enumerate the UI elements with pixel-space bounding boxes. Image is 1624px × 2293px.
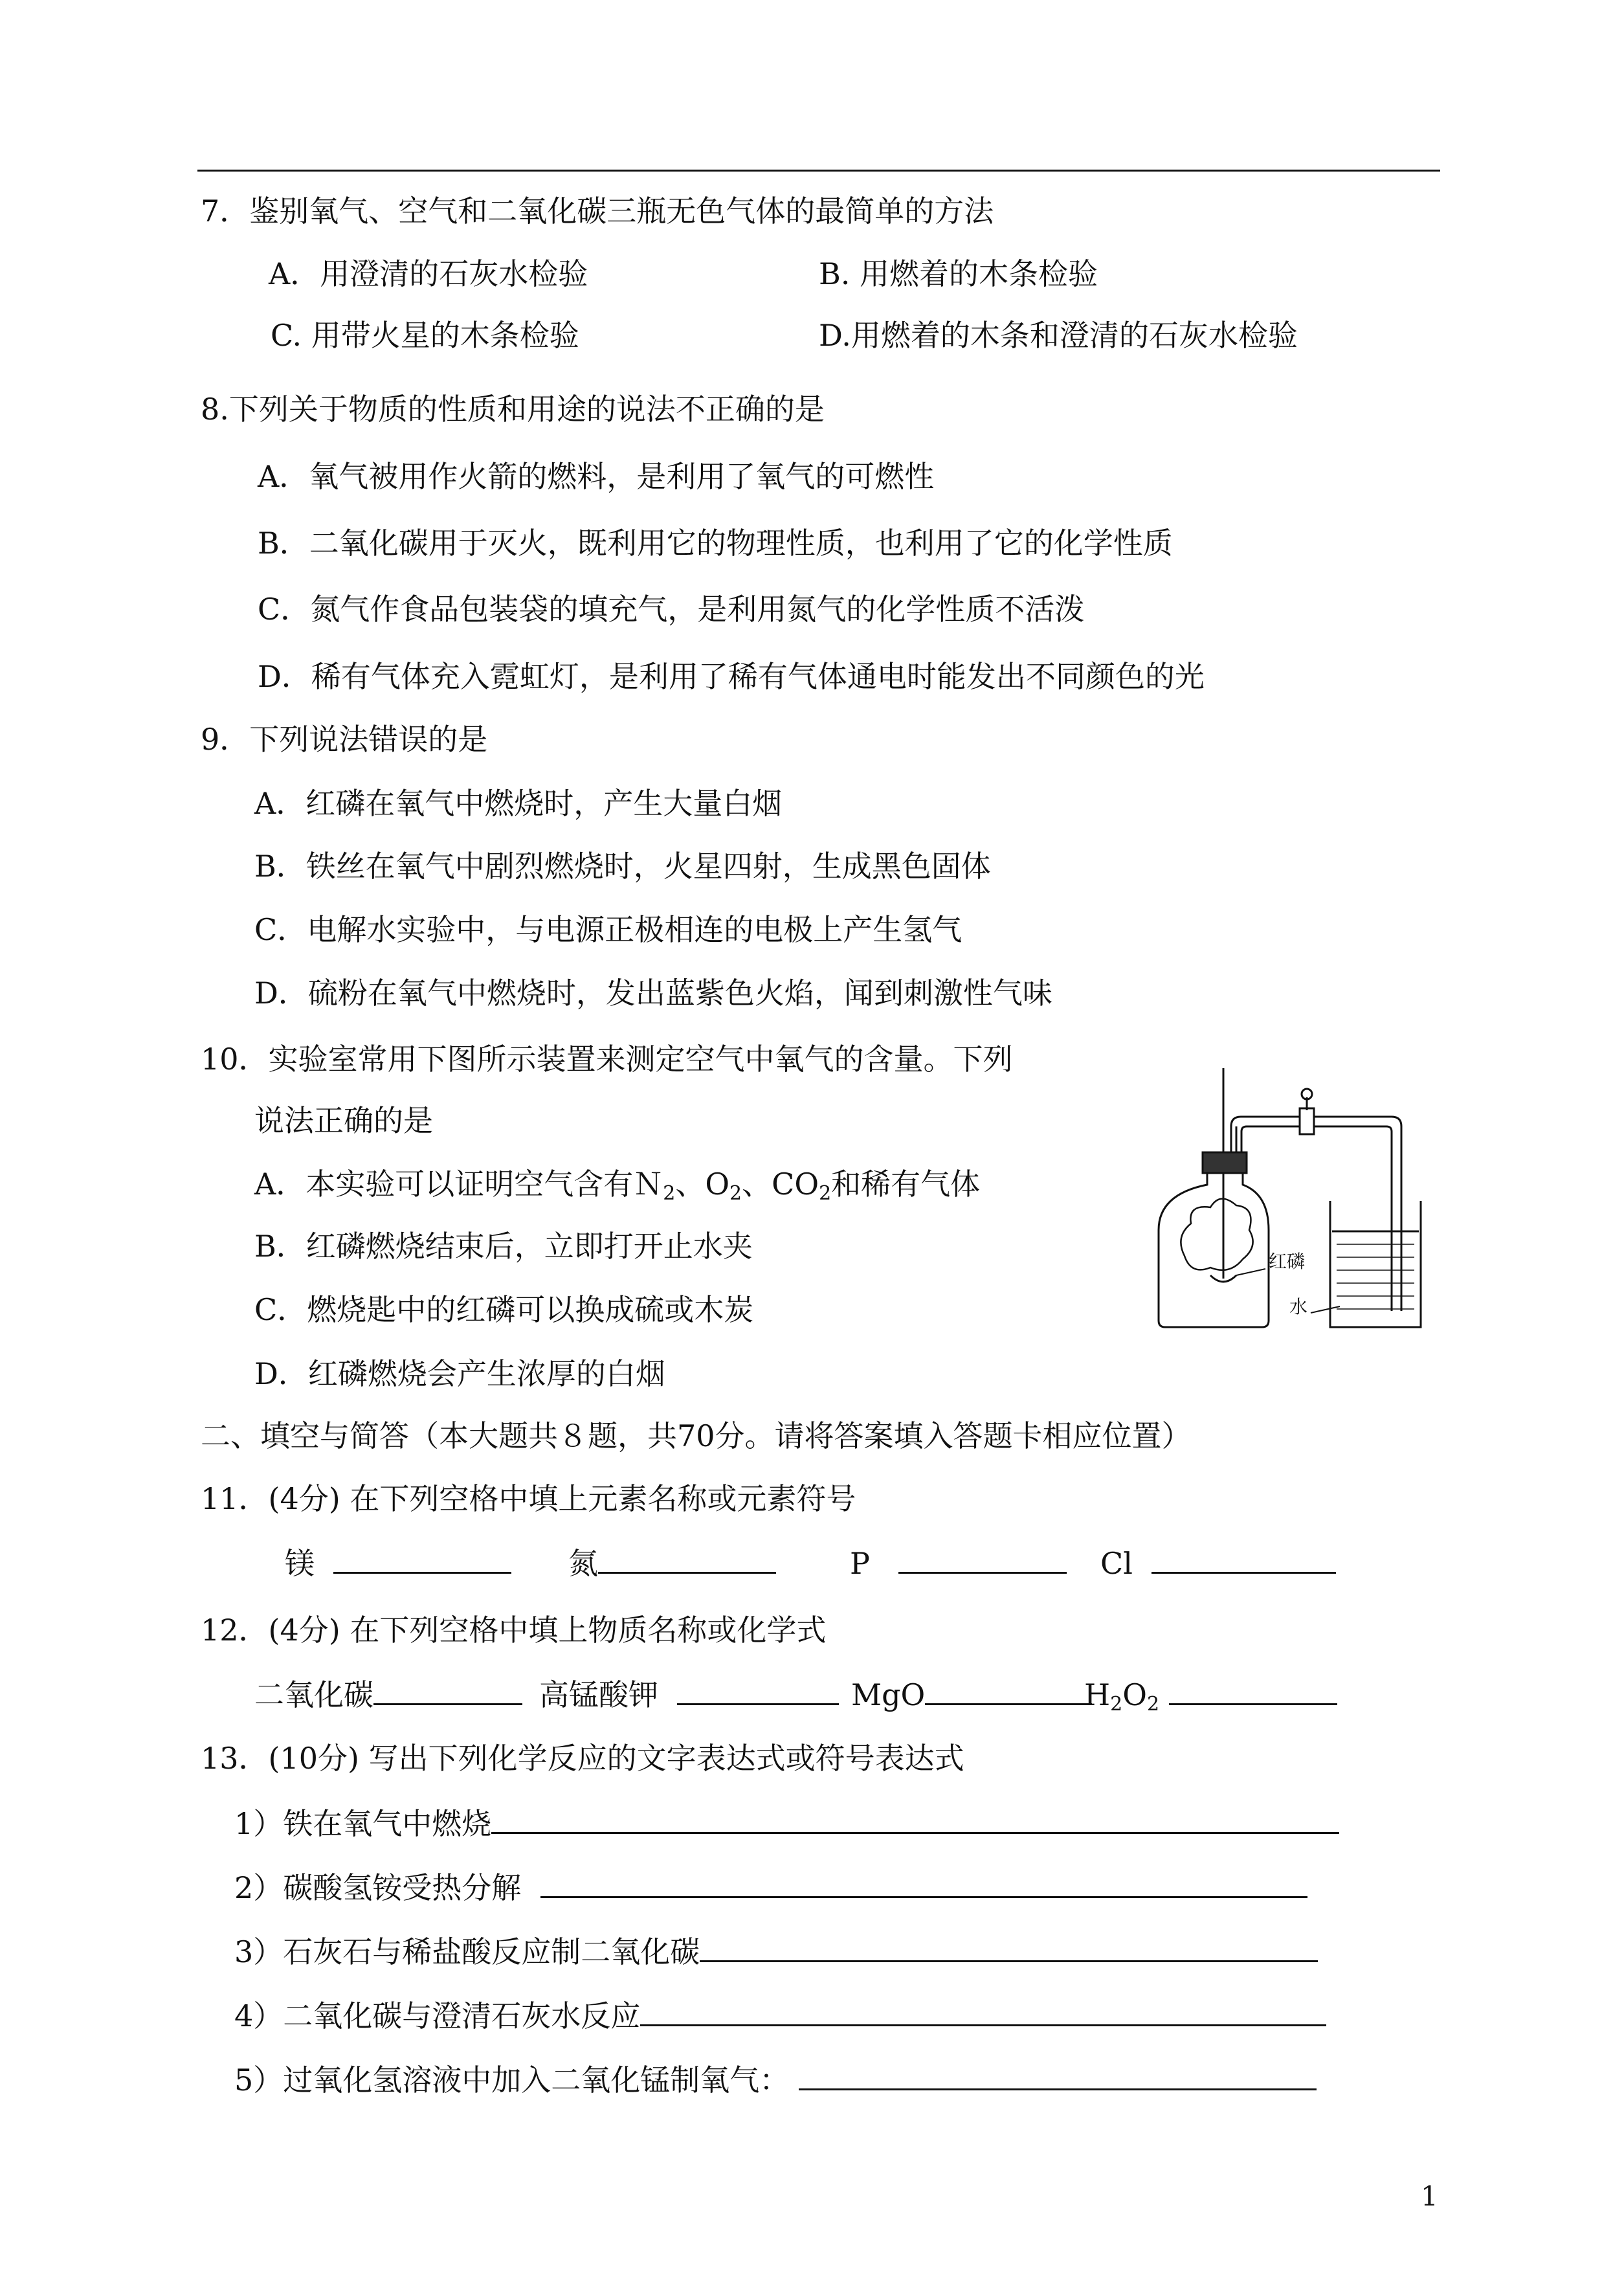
q12-item-h2o2: $H_2O_2$ xyxy=(1084,1675,1337,1723)
q10-option-d: D．红磷燃烧会产生浓厚的白烟 xyxy=(254,1356,665,1391)
q7-option-d: D.用燃着的木条和澄清的石灰水检验 xyxy=(819,318,1298,353)
q8-option-c: C．氮气作食品包装袋的填充气，是利用氮气的化学性质不活泼 xyxy=(258,592,1085,627)
oxygen-measurement-apparatus-figure xyxy=(1146,1062,1424,1340)
q10-stem-line1: 10．实验室常用下图所示装置来测定空气中氧气的含量。下列 xyxy=(201,1042,1013,1077)
q11-stem: 11．(4分) 在下列空格中填上元素名称或元素符号 xyxy=(201,1481,856,1516)
q13-blank-2[interactable] xyxy=(540,1868,1307,1898)
q11-blank-4[interactable] xyxy=(1151,1543,1336,1574)
q11-blank-1[interactable] xyxy=(333,1543,511,1574)
q7-stem: 7．鉴别氧气、空气和二氧化碳三瓶无色气体的最简单的方法 xyxy=(201,194,994,229)
q12-stem: 12．(4分) 在下列空格中填上物质名称或化学式 xyxy=(201,1613,827,1648)
q7-option-a: A．用澄清的石灰水检验 xyxy=(269,256,588,291)
q13-blank-4[interactable] xyxy=(640,1996,1326,2026)
section-2-heading: 二、填空与简答（本大题共８题，共70分。请将答案填入答题卡相应位置） xyxy=(201,1418,1192,1453)
q10-option-c: C．燃烧匙中的红磷可以换成硫或木炭 xyxy=(254,1292,754,1327)
q11-blank-3[interactable] xyxy=(898,1543,1067,1574)
q13-stem: 13．(10分) 写出下列化学反应的文字表达式或符号表达式 xyxy=(201,1741,964,1776)
q11-item-p: P xyxy=(850,1543,1067,1582)
q12-item-kmno4: 高锰酸钾 xyxy=(539,1675,839,1713)
q9-option-c: C．电解水实验中，与电源正极相连的电极上产生氢气 xyxy=(254,912,962,947)
q8-stem: 8.下列关于物质的性质和用途的说法不正确的是 xyxy=(201,392,825,427)
q10-option-b: B．红磷燃烧结束后，立即打开止水夹 xyxy=(254,1229,753,1264)
q7-option-c: C. 用带火星的木条检验 xyxy=(271,318,579,353)
q13-blank-1[interactable] xyxy=(491,1804,1339,1834)
header-rule xyxy=(197,170,1440,172)
q13-item-5: 5）过氧化氢溶液中加入二氧化锰制氧气： xyxy=(234,2060,1317,2098)
q13-item-2: 2）碳酸氢铵受热分解 xyxy=(234,1868,1307,1906)
q12-blank-2[interactable] xyxy=(677,1675,839,1705)
q7-option-b: B. 用燃着的木条检验 xyxy=(819,256,1098,291)
q12-blank-4[interactable] xyxy=(1169,1675,1337,1705)
figure-label-water: 水 xyxy=(1289,1296,1308,1317)
q13-blank-5[interactable] xyxy=(799,2060,1317,2090)
q12-item-co2: 二氧化碳 xyxy=(254,1675,522,1713)
q10-stem-line2: 说法正确的是 xyxy=(254,1103,433,1138)
q13-item-1: 1）铁在氧气中燃烧 xyxy=(234,1804,1339,1842)
q12-blank-1[interactable] xyxy=(373,1675,522,1705)
q12-item-mgo: MgO xyxy=(851,1675,1092,1713)
page-number: 1 xyxy=(1421,2180,1438,2212)
q11-item-n: 氮 xyxy=(568,1543,776,1582)
q11-item-cl: Cl xyxy=(1100,1543,1336,1582)
q13-blank-3[interactable] xyxy=(700,1932,1318,1962)
figure-label-phosphorus: 红磷 xyxy=(1269,1251,1306,1272)
q11-item-mg: 镁 xyxy=(285,1543,511,1582)
q13-item-3: 3）石灰石与稀盐酸反应制二氧化碳 xyxy=(234,1932,1318,1970)
q12-blank-3[interactable] xyxy=(925,1675,1092,1705)
q13-item-4: 4）二氧化碳与澄清石灰水反应 xyxy=(234,1996,1326,2034)
q9-stem: 9．下列说法错误的是 xyxy=(201,722,488,757)
q8-option-a: A．氧气被用作火箭的燃料，是利用了氧气的可燃性 xyxy=(258,459,935,494)
q10-option-a: A．本实验可以证明空气含有Ｎ$_2$、$O_2$、$CO_2$和稀有气体 xyxy=(254,1167,981,1205)
q9-option-d: D．硫粉在氧气中燃烧时，发出蓝紫色火焰，闻到刺激性气味 xyxy=(254,976,1052,1011)
q8-option-d: D．稀有气体充入霓虹灯，是利用了稀有气体通电时能发出不同颜色的光 xyxy=(258,659,1205,694)
q8-option-b: B．二氧化碳用于灭火，既利用它的物理性质，也利用了它的化学性质 xyxy=(258,526,1173,561)
q9-option-a: A．红磷在氧气中燃烧时，产生大量白烟 xyxy=(254,786,783,821)
q9-option-b: B．铁丝在氧气中剧烈燃烧时，火星四射，生成黑色固体 xyxy=(254,849,991,884)
q11-blank-2[interactable] xyxy=(598,1543,776,1574)
